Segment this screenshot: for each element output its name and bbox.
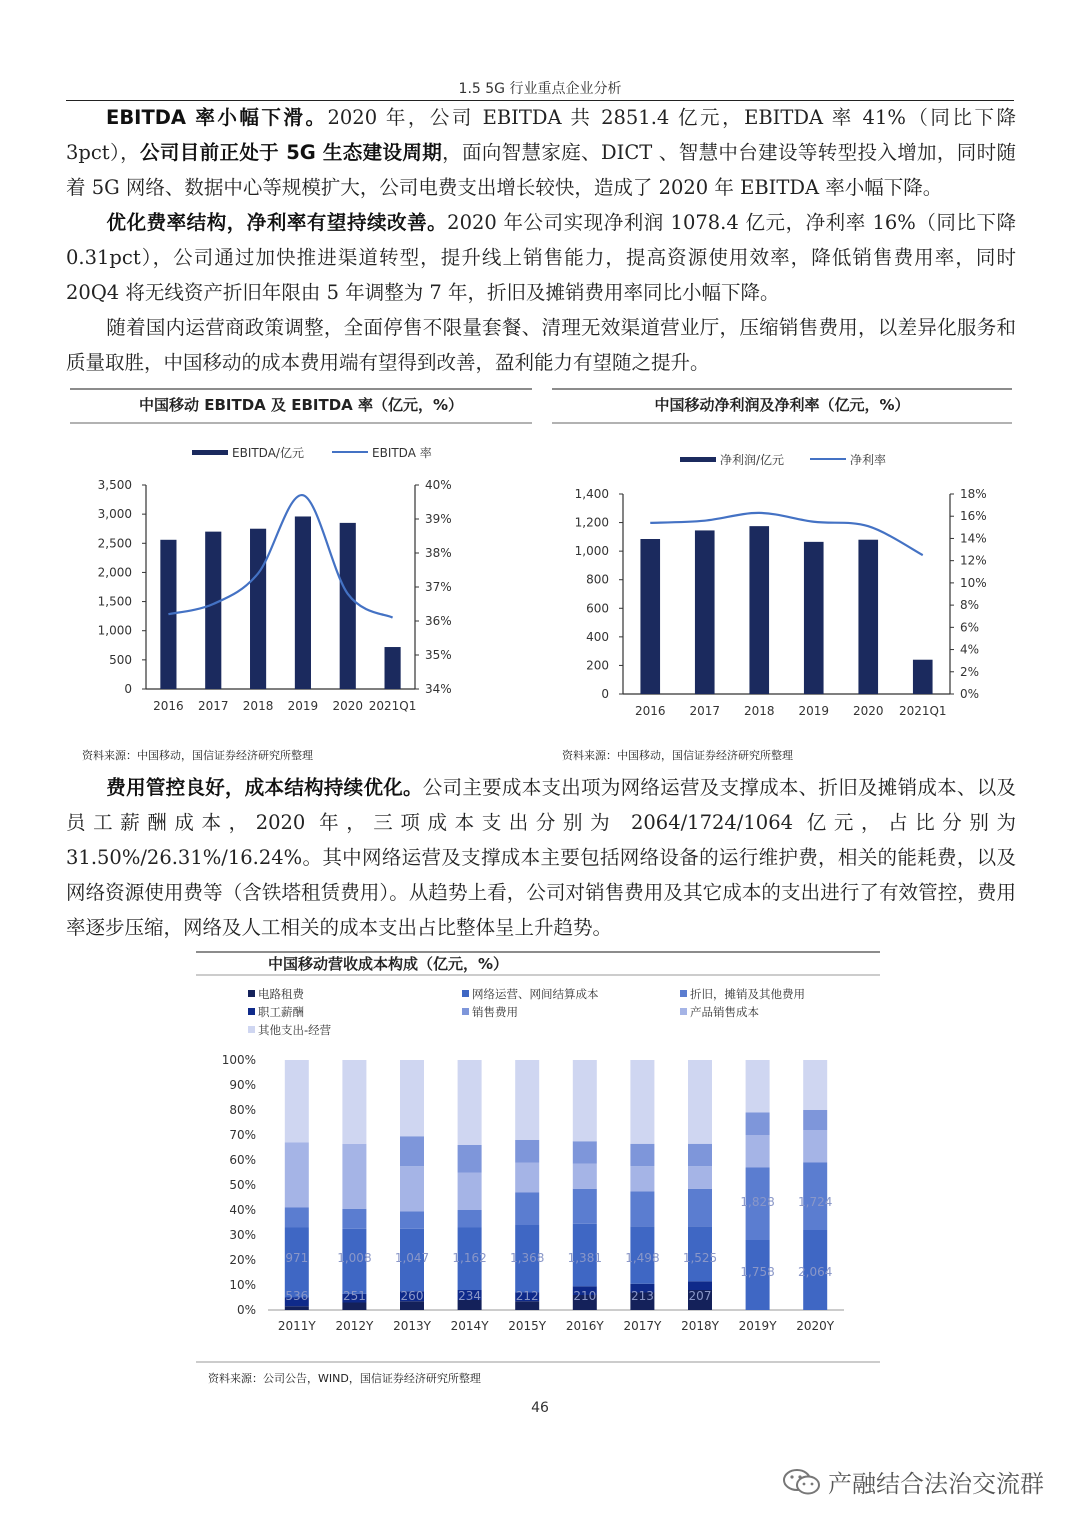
chart-title: 中国移动营收成本构成（亿元，%） xyxy=(268,955,509,973)
y-tick-right: 40% xyxy=(425,478,452,492)
x-tick-label: 2018 xyxy=(743,704,775,718)
wechat-icon xyxy=(782,1467,822,1497)
legend-label: 电路租费 xyxy=(258,987,304,1001)
y-tick-right: 38% xyxy=(425,546,452,560)
stack-segment xyxy=(342,1303,366,1311)
x-tick-label: 2014Y xyxy=(450,1319,489,1333)
chart-cost-structure xyxy=(196,948,882,1394)
stack-segment xyxy=(515,1060,539,1140)
x-tick-label: 2013Y xyxy=(393,1319,431,1333)
data-label: 1,758 xyxy=(740,1265,775,1279)
y-tick-label: 80% xyxy=(229,1103,256,1117)
data-label: 1,162 xyxy=(452,1251,487,1265)
bar xyxy=(858,540,878,694)
stack-segment xyxy=(400,1136,424,1166)
bar xyxy=(695,530,715,694)
x-tick-label: 2020 xyxy=(852,704,884,718)
x-tick-label: 2018 xyxy=(242,699,274,713)
stack-segment xyxy=(803,1130,827,1163)
stack-segment xyxy=(342,1209,366,1229)
y-tick-left: 800 xyxy=(586,572,609,587)
y-tick-label: 30% xyxy=(229,1228,256,1242)
stack-segment xyxy=(573,1189,597,1224)
data-label: 2,064 xyxy=(798,1265,833,1279)
y-tick-left: 1,500 xyxy=(97,594,132,609)
stack-segment xyxy=(515,1140,539,1163)
stack-segment xyxy=(285,1306,309,1310)
legend-line-label: 净利率 xyxy=(850,453,887,467)
legend-label: 销售费用 xyxy=(472,1005,518,1019)
legend-swatch xyxy=(680,1008,687,1015)
data-label: 1,498 xyxy=(625,1251,660,1265)
x-tick-label: 2012Y xyxy=(335,1319,374,1333)
data-label: 1,047 xyxy=(394,1251,430,1265)
stack-segment xyxy=(746,1060,770,1113)
y-tick-left: 1,000 xyxy=(574,544,609,559)
y-tick-right: 10% xyxy=(960,575,987,590)
chart-source: 资料来源：中国移动，国信证券经济研究所整理 xyxy=(82,749,313,762)
y-tick-right: 8% xyxy=(960,598,980,613)
data-label: 210 xyxy=(573,1289,597,1303)
y-tick-left: 0 xyxy=(601,687,609,701)
legend-swatch xyxy=(248,990,255,997)
stack-segment xyxy=(458,1060,482,1145)
stack-segment xyxy=(573,1141,597,1164)
y-tick-left: 400 xyxy=(586,629,609,644)
stack-segment xyxy=(573,1164,597,1189)
bar xyxy=(295,516,311,689)
stack-segment xyxy=(688,1144,712,1167)
legend xyxy=(680,452,886,467)
y-tick-left: 500 xyxy=(109,652,132,667)
bar xyxy=(160,540,176,689)
paragraph-ebitda: EBITDA 率小幅下滑。2020 年，公司 EBITDA 共 2851.4 亿元，EBITDA 率 41%（同比下降 3pct），公司目前正处于 5G 生态建设周期，面向智慧家庭、DICT 、智慧中台建设等转型投入增加，同时随着 5G 网络、数据中心等规模扩大，公司电费支出增长较快，造成了 2020 年 EBITDA 率小幅下降。 xyxy=(66,106,1017,199)
stack-segment xyxy=(400,1166,424,1211)
data-label: 251 xyxy=(342,1289,366,1303)
legend-swatch xyxy=(248,1008,255,1015)
legend-swatch xyxy=(462,1008,469,1015)
chart-source: 资料来源：公司公告，WIND，国信证券经济研究所整理 xyxy=(208,1372,481,1385)
y-tick-right: 12% xyxy=(960,553,987,568)
stack-segment xyxy=(342,1144,366,1209)
bar xyxy=(913,660,933,694)
paragraph-net-profit: 优化费率结构，净利率有望持续改善。2020 年公司实现净利润 1078.4 亿元，净利率 16%（同比下降 0.31pct），公司通过加快推进渠道转型，提升线上销售能力，提高资源使用效率，降低销售费用率，同时 20Q4 将无线资产折旧年限由 5 年调整为 7 年，折旧及摊销费用率同比小幅下降。 xyxy=(66,211,1016,304)
x-tick-label: 2021Q1 xyxy=(368,699,417,713)
stack-segment xyxy=(342,1060,366,1144)
legend-label: 其他支出-经营 xyxy=(258,1023,332,1037)
legend-bar-label: EBITDA/亿元 xyxy=(232,446,304,460)
legend-swatch xyxy=(248,1026,255,1033)
x-tick-label: 2017Y xyxy=(623,1319,662,1333)
y-tick-label: 0% xyxy=(236,1303,256,1317)
x-tick-label: 2020 xyxy=(332,699,364,713)
y-tick-label: 10% xyxy=(229,1278,256,1292)
stack-segment xyxy=(458,1210,482,1228)
watermark-text: 产融结合法治交流群 xyxy=(828,1470,1044,1498)
x-tick-label: 2011Y xyxy=(277,1319,316,1333)
y-tick-right: 4% xyxy=(960,642,980,657)
y-tick-label: 20% xyxy=(229,1253,256,1267)
y-tick-right: 34% xyxy=(425,682,452,696)
data-label: 1,381 xyxy=(567,1251,602,1265)
y-tick-left: 3,500 xyxy=(97,478,132,492)
y-tick-label: 70% xyxy=(229,1128,256,1142)
y-tick-left: 600 xyxy=(586,601,609,616)
data-label: 1,008 xyxy=(337,1251,372,1265)
bar xyxy=(749,526,769,694)
y-tick-right: 18% xyxy=(960,487,987,501)
stack-segment xyxy=(630,1191,654,1226)
stack-segment xyxy=(573,1060,597,1141)
y-tick-right: 35% xyxy=(425,648,452,662)
y-tick-left: 1,400 xyxy=(574,487,609,501)
watermark xyxy=(782,1464,1044,1499)
stack-segment xyxy=(400,1211,424,1229)
bar xyxy=(340,523,356,689)
y-tick-left: 2,500 xyxy=(97,536,132,551)
y-tick-right: 6% xyxy=(960,620,980,635)
bar xyxy=(640,539,660,694)
stack-segment xyxy=(803,1060,827,1110)
bar xyxy=(250,529,266,689)
x-tick-label: 2019 xyxy=(287,699,319,713)
legend xyxy=(248,987,805,1037)
chart-ebitda xyxy=(66,386,536,766)
y-tick-left: 3,000 xyxy=(97,507,132,522)
y-tick-left: 200 xyxy=(586,658,609,673)
stack-segment xyxy=(630,1144,654,1167)
legend-line-label: EBITDA 率 xyxy=(372,446,432,460)
chart-title: 中国移动 EBITDA 及 EBITDA 率（亿元，%） xyxy=(138,396,464,414)
data-label: 213 xyxy=(630,1289,654,1303)
y-tick-right: 14% xyxy=(960,531,987,546)
legend-bar-label: 净利润/亿元 xyxy=(720,453,785,467)
stack-segment xyxy=(400,1060,424,1136)
legend-label: 职工薪酬 xyxy=(258,1005,304,1019)
legend-swatch xyxy=(680,990,687,997)
y-tick-right: 39% xyxy=(425,512,452,526)
y-tick-left: 2,000 xyxy=(97,565,132,580)
y-tick-left: 1,200 xyxy=(574,515,609,530)
x-tick-label: 2021Q1 xyxy=(898,704,947,718)
bar xyxy=(385,647,401,689)
legend-swatch xyxy=(462,990,469,997)
y-tick-label: 90% xyxy=(229,1078,256,1092)
stack-segment xyxy=(688,1166,712,1189)
stack-segment xyxy=(630,1166,654,1191)
bar xyxy=(804,542,824,694)
page-header: 1.5 5G 行业重点企业分析 xyxy=(66,78,1014,101)
stack-segment xyxy=(285,1060,309,1143)
legend-label: 网络运营、网间结算成本 xyxy=(472,987,599,1001)
stack-segment xyxy=(803,1110,827,1130)
stack-segment xyxy=(688,1060,712,1144)
y-tick-left: 0 xyxy=(124,682,132,696)
y-tick-right: 2% xyxy=(960,664,980,679)
stack-segment xyxy=(285,1143,309,1208)
data-label: 207 xyxy=(688,1289,712,1303)
y-tick-right: 16% xyxy=(960,509,987,524)
x-tick-label: 2015Y xyxy=(508,1319,547,1333)
x-tick-label: 2016 xyxy=(634,704,666,718)
x-tick-label: 2018Y xyxy=(681,1319,719,1333)
stack-segment xyxy=(285,1208,309,1228)
y-tick-label: 40% xyxy=(229,1203,256,1217)
data-label: 1,828 xyxy=(740,1195,775,1209)
x-tick-label: 2019Y xyxy=(738,1319,777,1333)
data-label: 1,525 xyxy=(682,1251,718,1265)
y-tick-right: 36% xyxy=(425,614,452,628)
stack-segment xyxy=(458,1145,482,1173)
y-tick-label: 100% xyxy=(221,1053,256,1067)
stack-segment xyxy=(746,1113,770,1136)
y-tick-left: 1,000 xyxy=(97,623,132,638)
x-tick-label: 2016 xyxy=(153,699,184,713)
stack-segment xyxy=(746,1135,770,1168)
x-tick-label: 2020Y xyxy=(796,1319,835,1333)
data-label: 536 xyxy=(285,1289,309,1303)
rate-line xyxy=(168,495,392,618)
y-tick-label: 50% xyxy=(229,1178,256,1192)
rate-line xyxy=(650,513,923,555)
paragraph-policy: 随着国内运营商政策调整，全面停售不限量套餐、清理无效渠道营业厅，压缩销售费用，以差异化服务和质量取胜，中国移动的成本费用端有望得到改善，盈利能力有望随之提升。 xyxy=(66,316,1016,374)
stack-segment xyxy=(515,1193,539,1226)
data-label: 260 xyxy=(400,1289,424,1303)
data-label: 1,368 xyxy=(510,1251,545,1265)
x-tick-label: 2017 xyxy=(197,699,229,713)
y-tick-right: 37% xyxy=(425,580,452,594)
legend xyxy=(192,445,432,460)
data-label: 1,724 xyxy=(798,1195,833,1209)
stack-segment xyxy=(458,1173,482,1211)
chart-net-profit xyxy=(548,386,1016,766)
chart-source: 资料来源：中国移动，国信证券经济研究所整理 xyxy=(562,749,793,762)
bar xyxy=(205,532,221,689)
stack-segment xyxy=(515,1163,539,1193)
y-tick-right: 0% xyxy=(960,687,980,701)
page-number: 46 xyxy=(531,1400,549,1416)
data-label: 971 xyxy=(285,1251,309,1265)
stack-segment xyxy=(630,1060,654,1144)
y-tick-label: 60% xyxy=(229,1153,256,1167)
legend-label: 折旧，摊销及其他费用 xyxy=(690,987,805,1001)
stack-segment xyxy=(688,1189,712,1227)
x-tick-label: 2017 xyxy=(689,704,721,718)
x-tick-label: 2019 xyxy=(798,704,830,718)
data-label: 234 xyxy=(458,1289,482,1303)
data-label: 212 xyxy=(515,1289,539,1303)
x-tick-label: 2016Y xyxy=(565,1319,604,1333)
legend-label: 产品销售成本 xyxy=(690,1005,759,1019)
chart-title: 中国移动净利润及净利率（亿元，%） xyxy=(654,396,910,414)
paragraph-cost: 费用管控良好，成本结构持续优化。公司主要成本支出项为网络运营及支撑成本、折旧及摊销成本、以及员工薪酬成本，2020 年，三项成本支出分别为 2064/1724/1064 亿元，占比分别为 31.50%/26.31%/16.24%。其中网络运营及支撑成本主要包括网络设备的运行维护费，相关的能耗费，以及网络资源使用费等（含铁塔租赁费用）。从趋势上看，公司对销售费用及其它成本的支出进行了有效管控，费用率逐步压缩，网络及人工相关的成本支出占比整体呈上升趋势。 xyxy=(66,776,1016,939)
